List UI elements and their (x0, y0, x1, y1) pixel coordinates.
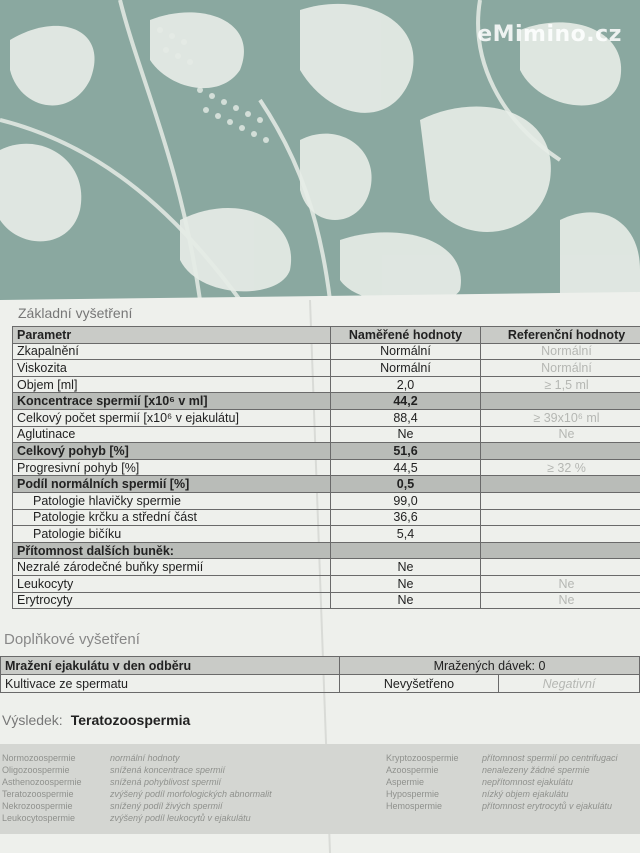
legend-item: Hemospermie (386, 801, 443, 811)
value-cell: 2,0 (331, 376, 481, 393)
legend-item: Aspermie (386, 777, 425, 787)
param-cell: Koncentrace spermií [x10⁶ v ml] (13, 393, 331, 410)
table-row (13, 360, 640, 377)
table-header-row (13, 327, 640, 344)
table-row (13, 526, 640, 543)
table-row (13, 443, 640, 460)
legend-item: Oligozoospermie (2, 765, 70, 775)
table-row (13, 592, 640, 609)
value-cell: 36,6 (331, 509, 481, 526)
culture-label: Kultivace ze spermatu (1, 675, 340, 693)
legend-left-descriptions (110, 752, 272, 824)
reference-cell (481, 492, 640, 509)
table-row (1, 675, 640, 693)
reference-cell: Normální (481, 343, 640, 360)
legend-item: nízký objem ejakulátu (482, 789, 569, 799)
legend-item: Normozoospermie (2, 753, 76, 763)
header-reference: Referenční hodnoty (481, 327, 640, 344)
table-row (13, 409, 640, 426)
legend-item: přítomnost erytrocytů v ejakulátu (482, 801, 613, 811)
basic-section-title: Základní vyšetření (18, 305, 133, 321)
legend-item: Kryptozoospermie (386, 753, 459, 763)
legend-item: Asthenozoospermie (2, 777, 82, 787)
header-parametr: Parametr (13, 327, 331, 344)
param-cell: Leukocyty (13, 575, 331, 592)
reference-cell: ≥ 1,5 ml (481, 376, 640, 393)
table-row (13, 393, 640, 410)
param-cell: Objem [ml] (13, 376, 331, 393)
param-cell: Zkapalnění (13, 343, 331, 360)
param-cell: Celkový pohyb [%] (13, 443, 331, 460)
table-row (13, 476, 640, 493)
freeze-label: Mražení ejakulátu v den odběru (1, 657, 340, 675)
param-cell: Patologie hlavičky spermie (13, 492, 331, 509)
param-cell: Viskozita (13, 360, 331, 377)
legend-item: normální hodnoty (110, 753, 180, 763)
param-cell: Podíl normálních spermií [%] (13, 476, 331, 493)
reference-cell: ≥ 32 % (481, 459, 640, 476)
value-cell: 5,4 (331, 526, 481, 543)
legend-right-terms (386, 752, 459, 812)
legend-box (0, 744, 640, 834)
reference-cell: Normální (481, 360, 640, 377)
param-cell: Nezralé zárodečné buňky spermií (13, 559, 331, 576)
legend-item: Nekrozoospermie (2, 801, 73, 811)
legend-item: přítomnost spermií po centrifugaci (482, 753, 618, 763)
value-cell: Normální (331, 360, 481, 377)
table-body (13, 343, 640, 609)
value-cell: 44,5 (331, 459, 481, 476)
legend-item: Teratozoospermie (2, 789, 74, 799)
table-row (13, 343, 640, 360)
legend-item: zvýšený podíl leukocytů v ejakulátu (110, 813, 251, 823)
table-row (13, 559, 640, 576)
culture-reference: Negativní (499, 675, 640, 693)
value-cell: Ne (331, 559, 481, 576)
reference-cell: Ne (481, 426, 640, 443)
reference-cell (481, 559, 640, 576)
param-cell: Přítomnost dalších buněk: (13, 542, 331, 559)
value-cell: Ne (331, 575, 481, 592)
legend-item: nepřítomnost ejakulátu (482, 777, 574, 787)
reference-cell: Ne (481, 592, 640, 609)
legend-item: zvýšený podíl morfologických abnormalit (110, 789, 272, 799)
param-cell: Progresivní pohyb [%] (13, 459, 331, 476)
legend-left-terms (2, 752, 82, 824)
param-cell: Patologie krčku a střední část (13, 509, 331, 526)
basic-results-table (12, 326, 640, 609)
result-label: Výsledek: (2, 712, 63, 728)
reference-cell (481, 393, 640, 410)
param-cell: Patologie bičíku (13, 526, 331, 543)
freeze-value: Mražených dávek: 0 (340, 657, 640, 675)
extra-results-table (0, 656, 640, 693)
value-cell: 44,2 (331, 393, 481, 410)
result-value: Teratozoospermia (70, 712, 191, 728)
legend-item: nenalezeny žádné spermie (482, 765, 590, 775)
legend-item: Leukocytospermie (2, 813, 76, 823)
legend-right-descriptions (482, 752, 618, 812)
legend-item: snížená koncentrace spermií (110, 765, 226, 775)
table-row (13, 542, 640, 559)
value-cell (331, 542, 481, 559)
header-measured: Naměřené hodnoty (331, 327, 481, 344)
param-cell: Celkový počet spermií [x10⁶ v ejakulátu] (13, 409, 331, 426)
value-cell: 88,4 (331, 409, 481, 426)
reference-cell: ≥ 39x10⁶ ml (481, 409, 640, 426)
param-cell: Erytrocyty (13, 592, 331, 609)
culture-value: Nevyšetřeno (340, 675, 499, 693)
value-cell: 51,6 (331, 443, 481, 460)
legend-item: Hypospermie (386, 789, 440, 799)
table-row (1, 657, 640, 675)
table-row (13, 509, 640, 526)
value-cell: 0,5 (331, 476, 481, 493)
value-cell: 99,0 (331, 492, 481, 509)
reference-cell (481, 509, 640, 526)
value-cell: Normální (331, 343, 481, 360)
reference-cell (481, 476, 640, 493)
legend-item: Azoospermie (386, 765, 439, 775)
table-row (13, 575, 640, 592)
legend-item: snížený podíl živých spermií (110, 801, 223, 811)
reference-cell (481, 526, 640, 543)
reference-cell (481, 542, 640, 559)
param-cell: Aglutinace (13, 426, 331, 443)
extra-section-title: Doplňkové vyšetření (4, 631, 140, 648)
watermark-logo: eMimino.cz (477, 22, 622, 47)
reference-cell (481, 443, 640, 460)
value-cell: Ne (331, 592, 481, 609)
reference-cell: Ne (481, 575, 640, 592)
legend-item: snížená pohyblivost spermií (110, 777, 222, 787)
table-row (13, 459, 640, 476)
result-line (2, 712, 190, 728)
table-row (13, 492, 640, 509)
table-row (13, 376, 640, 393)
value-cell: Ne (331, 426, 481, 443)
table-row (13, 426, 640, 443)
